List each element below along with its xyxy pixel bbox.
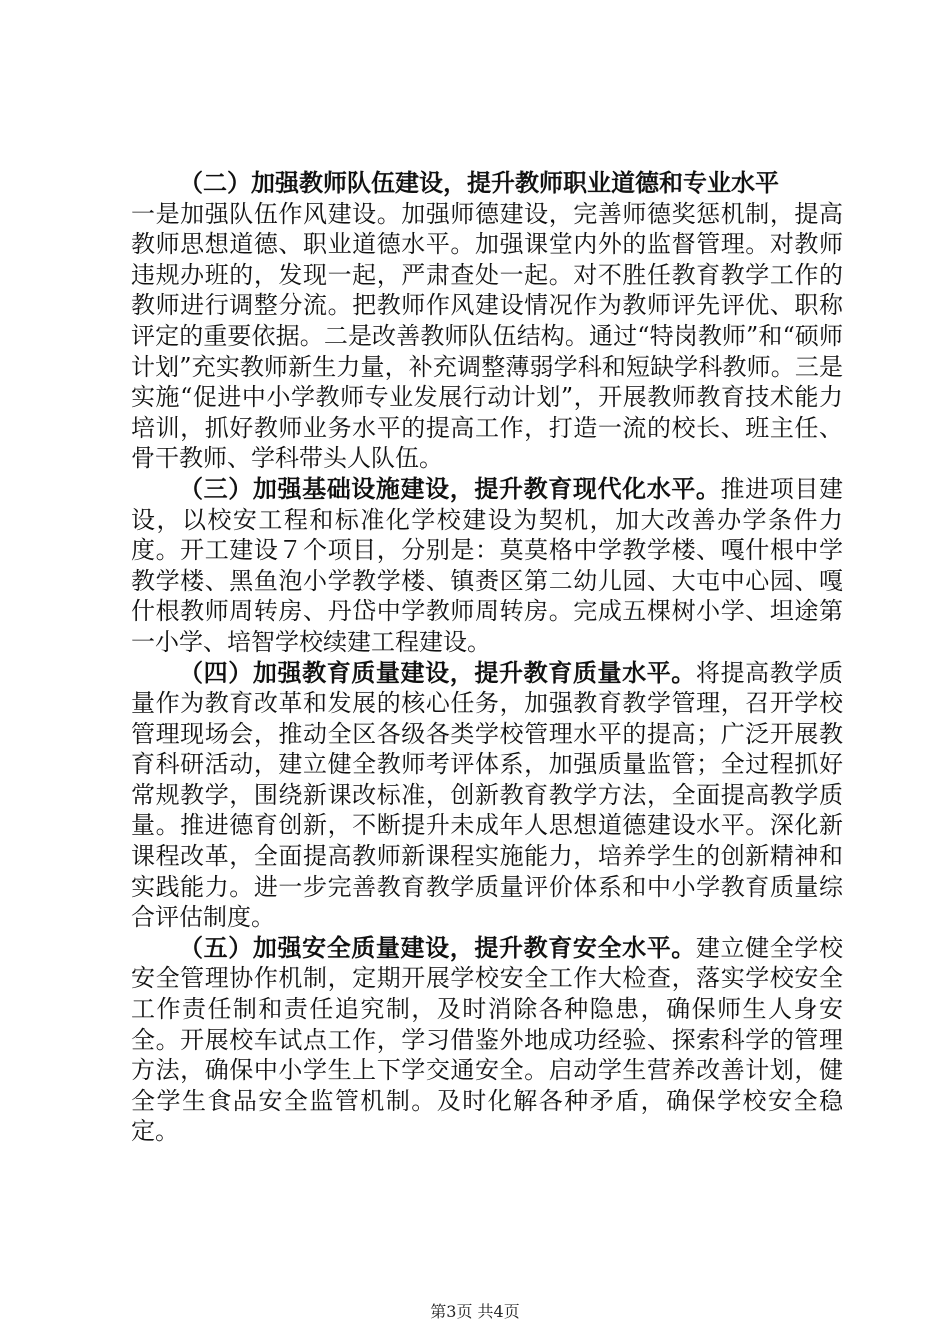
section-2-body: 一是加强队伍作风建设。加强师德建设，完善师德奖惩机制，提高教师思想道德、职业道德水平。加强课堂内外的监督管理。对教师违规办班的，发现一起，严肃查处一起。对不胜任教育教学工作的教师进行调整分流。把教师作风建设情况作为教师评先评优、职称评定的重要依据。二是改善教师队伍结构。通过“特岗教师”和“硕师计划”充实教师新生力量，补充调整薄弱学科和短缺学科教师。三是实施“促进中小学教师专业发展行动计划”，开展教师教育技术能力培训，抓好教师业务水平的提高工作，打造一流的校长、班主任、骨干教师、学科带头人队伍。	[131, 199, 843, 473]
section-3-heading: （三）加强基础设施建设，提升教育现代化水平。	[179, 473, 721, 503]
section-4-paragraph	[131, 658, 843, 933]
section-2-heading: （二）加强教师队伍建设，提升教师职业道德和专业水平	[179, 168, 779, 197]
section-3-body: 推进项目建设，以校安工程和标准化学校建设为契机，加大改善办学条件力度。开工建设７个项目，分别是：莫莫格中学教学楼、嘎什根中学教学楼、黑鱼泡小学教学楼、镇赉区第二幼儿园、大屯中心园、嘎什根教师周转房、丹岱中学教师周转房。完成五棵树小学、坦途第一小学、培智学校续建工程建设。	[131, 474, 844, 656]
section-5-paragraph	[131, 933, 843, 1147]
section-3-paragraph	[131, 474, 843, 658]
section-4-body: 将提高教学质量作为教育改革和发展的核心任务，加强教育教学管理，召开学校管理现场会，推动全区各级各类学校管理水平的提高；广泛开展教育科研活动，建立健全教师考评体系，加强质量监管；全过程抓好常规教学，围绕新课改标准，创新教育教学方法，全面提高教学质量。推进德育创新，不断提升未成年人思想道德建设水平。深化新课程改革，全面提高教师新课程实施能力，培养学生的创新精神和实践能力。进一步完善教育教学质量评价体系和中小学教育质量综合评估制度。	[131, 658, 843, 932]
section-4-heading: （四）加强教育质量建设，提升教育质量水平。	[179, 657, 696, 687]
document-body	[131, 168, 843, 1147]
section-5-body: 建立健全学校安全管理协作机制，定期开展学校安全工作大检查，落实学校安全工作责任制和责任追究制，及时消除各种隐患，确保师生人身安全。开展校车试点工作，学习借鉴外地成功经验、探索科学的管理方法，确保中小学生上下学交通安全。启动学生营养改善计划，健全学生食品安全监管机制。及时化解各种矛盾，确保学校安全稳定。	[131, 933, 843, 1146]
section-5-heading: （五）加强安全质量建设，提升教育安全水平。	[179, 932, 696, 962]
page-number-footer: 第3页 共4页	[430, 1302, 520, 1321]
